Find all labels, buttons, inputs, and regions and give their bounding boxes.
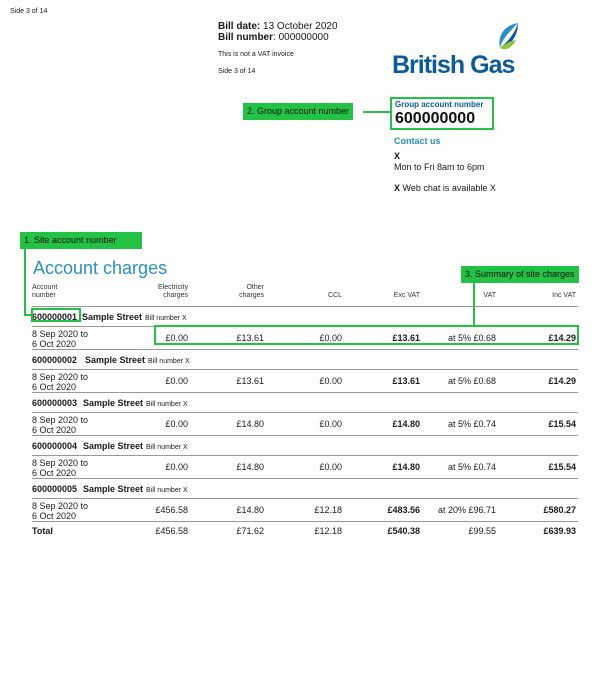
billing-period: 8 Sep 2020 to 6 Oct 2020 (32, 329, 89, 349)
site-bill-number: Bill number X (148, 358, 190, 365)
vat-amount: at 5% £0.68 (447, 333, 496, 343)
bill-date-label: Bill date: (218, 21, 261, 32)
inc-vat-amount: £580.27 (543, 505, 576, 515)
site-account-number: 600000005 (32, 484, 78, 494)
callout-site-account: 1. Site account number (20, 232, 142, 249)
group-account-box (390, 97, 494, 130)
side-indicator-small: Side 3 of 14 (218, 68, 256, 75)
billing-period: 8 Sep 2020 to 6 Oct 2020 (32, 372, 89, 392)
bill-date (218, 21, 338, 32)
web-chat-x: X (394, 183, 401, 193)
not-vat-notice: This is not a VAT invoice (218, 51, 294, 58)
header-account: Account number (32, 284, 58, 299)
logo-wordmark: British Gas (392, 51, 515, 79)
electricity-charge: £0.00 (165, 419, 188, 429)
exc-vat-amount: £14.80 (392, 419, 420, 429)
site-account-number: 600000002 (32, 355, 78, 365)
ccl-charge: £0.00 (319, 419, 342, 429)
inc-vat-amount: £14.29 (548, 376, 576, 386)
exc-vat-amount: £13.61 (392, 376, 420, 386)
site-account-highlight (31, 308, 81, 322)
site-heading-row (32, 436, 578, 455)
site-account-number: 600000004 (32, 441, 78, 451)
site-bill-number: Bill number X (146, 487, 188, 494)
ccl-charge: £0.00 (319, 462, 342, 472)
inc-vat-amount: £15.54 (548, 462, 576, 472)
total-inc-vat: £639.93 (543, 526, 576, 536)
total-label: Total (32, 526, 53, 536)
electricity-charge: £456.58 (155, 505, 188, 515)
vat-amount: at 5% £0.74 (447, 462, 496, 472)
site-heading-row (32, 393, 578, 412)
web-chat-info (394, 183, 496, 193)
contact-phone: X (394, 151, 401, 161)
vat-amount: at 5% £0.74 (447, 419, 496, 429)
total-electricity: £456.58 (155, 526, 188, 536)
electricity-charge: £0.00 (165, 333, 188, 343)
site-charges-row (32, 456, 578, 478)
group-account-label: Group account number (395, 100, 484, 109)
site-charges-row (32, 370, 578, 392)
site-heading-row (32, 307, 578, 326)
exc-vat-amount: £14.80 (392, 462, 420, 472)
total-ccl: £12.18 (314, 526, 342, 536)
table-header (32, 284, 578, 306)
ccl-charge: £0.00 (319, 333, 342, 343)
site-bill-number: Bill number X (146, 401, 188, 408)
other-charge: £14.80 (236, 462, 264, 472)
exc-vat-amount: £13.61 (392, 333, 420, 343)
other-charge: £14.80 (236, 505, 264, 515)
site-heading-row (32, 479, 578, 498)
account-charges-table (32, 284, 578, 538)
total-exc-vat: £540.38 (387, 526, 420, 536)
inc-vat-amount: £15.54 (548, 419, 576, 429)
other-charge: £13.61 (236, 333, 264, 343)
bill-number (218, 32, 329, 43)
site-bill-number: Bill number X (145, 315, 187, 322)
site-summary-highlight (154, 325, 579, 345)
site-street: Sample Street Bill number X (85, 355, 190, 365)
bill-number-label: Bill number (218, 32, 274, 43)
british-gas-logo (392, 22, 524, 80)
callout-group-account: 2. Group account number (243, 103, 353, 120)
inc-vat-amount: £14.29 (548, 333, 576, 343)
site-street: Sample Street Bill number X (83, 484, 188, 494)
header-electricity: Electricity charges (158, 284, 188, 299)
total-vat: £99.55 (468, 526, 496, 536)
header-other: Other charges (239, 284, 264, 299)
electricity-charge: £0.00 (165, 376, 188, 386)
vat-amount: at 20% £96.71 (437, 505, 496, 515)
callout-site-line (24, 249, 26, 315)
billing-period: 8 Sep 2020 to 6 Oct 2020 (32, 415, 89, 435)
site-heading-row (32, 350, 578, 369)
site-charges-row (32, 413, 578, 435)
site-street: Sample Street Bill number X (82, 312, 187, 322)
ccl-charge: £0.00 (319, 376, 342, 386)
vat-amount: at 5% £0.68 (447, 376, 496, 386)
site-bill-number: Bill number X (146, 444, 188, 451)
web-chat-text: Web chat is available X (400, 183, 496, 193)
header-inc-vat: Inc VAT (552, 292, 576, 299)
exc-vat-amount: £483.56 (387, 505, 420, 515)
contact-us-heading: Contact us (394, 136, 441, 146)
total-other: £71.62 (236, 526, 264, 536)
total-row (32, 522, 578, 538)
site-charges-row (32, 499, 578, 521)
account-charges-title: Account charges (33, 258, 168, 278)
site-street: Sample Street Bill number X (83, 398, 188, 408)
site-account-number: 600000001 (32, 312, 78, 322)
contact-hours: Mon to Fri 8am to 6pm (394, 162, 485, 172)
page-side-indicator: Side 3 of 14 (10, 8, 48, 15)
site-account-number: 600000003 (32, 398, 78, 408)
bill-date-value: 13 October 2020 (263, 21, 338, 32)
other-charge: £14.80 (236, 419, 264, 429)
other-charge: £13.61 (236, 376, 264, 386)
header-exc-vat: Exc VAT (393, 292, 420, 299)
group-account-number: 600000000 (395, 110, 476, 127)
ccl-charge: £12.18 (314, 505, 342, 515)
billing-period: 8 Sep 2020 to 6 Oct 2020 (32, 458, 89, 478)
callout-group-line (363, 111, 391, 113)
billing-period: 8 Sep 2020 to 6 Oct 2020 (32, 501, 89, 521)
header-vat: VAT (483, 292, 496, 299)
electricity-charge: £0.00 (165, 462, 188, 472)
site-street: Sample Street Bill number X (83, 441, 188, 451)
bill-number-value: : 000000000 (273, 32, 329, 43)
callout-site-summary: 3. Summary of site charges (461, 266, 579, 283)
header-ccl: CCL (327, 292, 342, 299)
